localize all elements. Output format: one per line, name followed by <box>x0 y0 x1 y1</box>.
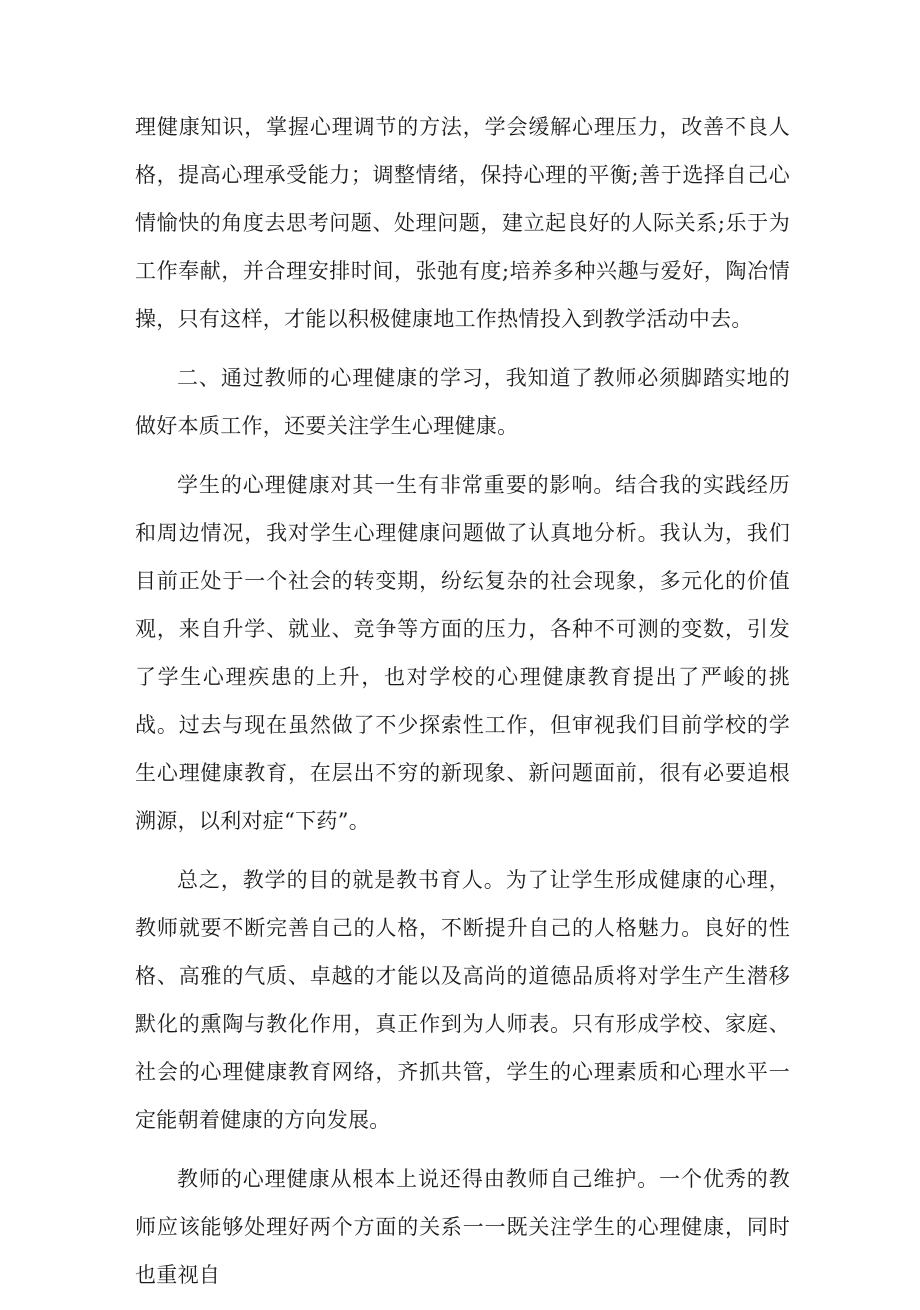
paragraph-teacher-self-maintenance: 教师的心理健康从根本上说还得由教师自己维护。一个优秀的教师应该能够处理好两个方面的关系一一既关注学生的心理健康，同时也重视自 <box>135 1167 790 1287</box>
document-body <box>135 103 790 1310</box>
paragraph-section-two-heading: 二、通过教师的心理健康的学习，我知道了教师必须脚踏实地的做好本质工作，还要关注学生心理健康。 <box>135 366 790 438</box>
paragraph-continuation: 理健康知识，掌握心理调节的方法，学会缓解心理压力，改善不良人格，提高心理承受能力；调整情绪，保持心理的平衡;善于选择自己心情愉快的角度去思考问题、处理问题，建立起良好的人际关系;乐于为工作奉献，并合理安排时间，张弛有度;培养多种兴趣与爱好，陶冶情操，只有这样，才能以积极健康地工作热情投入到教学活动中去。 <box>135 115 790 331</box>
paragraph-conclusion: 总之，教学的目的就是教书育人。为了让学生形成健康的心理，教师就要不断完善自己的人格，不断提升自己的人格魅力。良好的性格、高雅的气质、卓越的才能以及高尚的道德品质将对学生产生潜移默化的熏陶与教化作用，真正作到为人师表。只有形成学校、家庭、社会的心理健康教育网络，齐抓共管，学生的心理素质和心理水平一定能朝着健康的方向发展。 <box>135 868 790 1132</box>
paragraph-student-mental-health: 学生的心理健康对其一生有非常重要的影响。结合我的实践经历和周边情况，我对学生心理健康问题做了认真地分析。我认为，我们目前正处于一个社会的转变期，纷纭复杂的社会现象，多元化的价值观，来自升学、就业、竞争等方面的压力，各种不可测的变数，引发了学生心理疾患的上升，也对学校的心理健康教育提出了严峻的挑战。过去与现在虽然做了不少探索性工作，但审视我们目前学校的学生心理健康教育，在层出不穷的新现象、新问题面前，很有必要追根溯源，以利对症“下药”。 <box>135 473 790 833</box>
